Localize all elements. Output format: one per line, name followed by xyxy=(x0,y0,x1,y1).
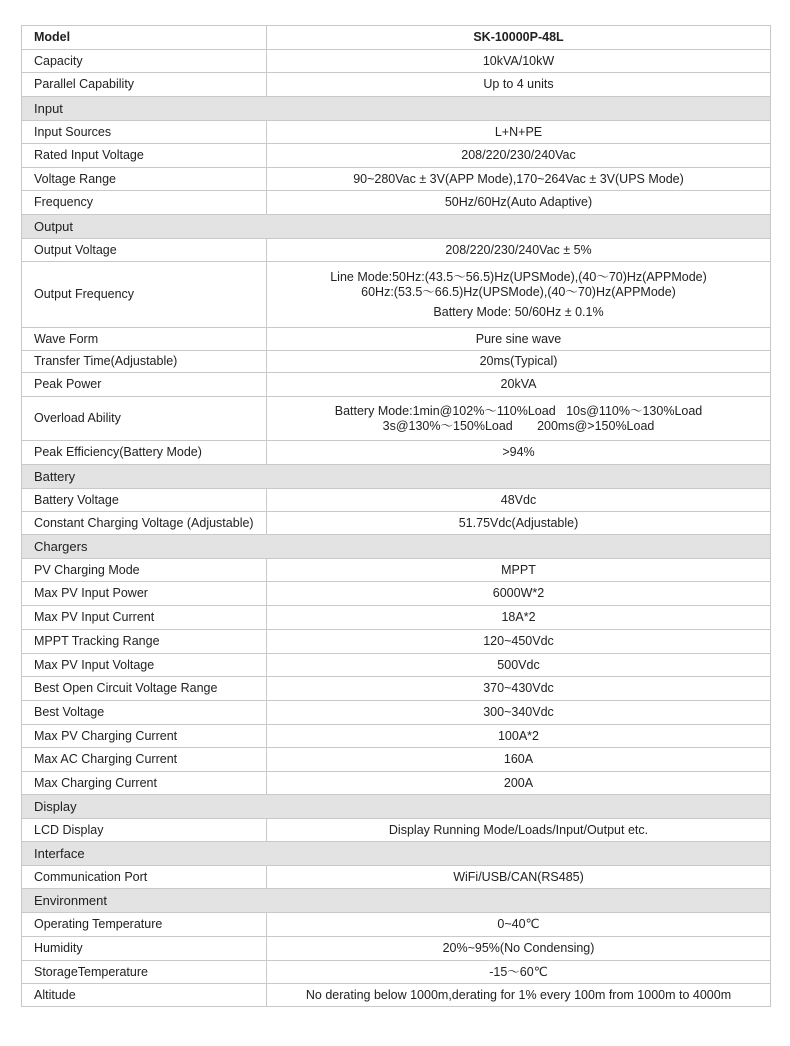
section-environment xyxy=(22,889,771,913)
spec-row-peak-power xyxy=(22,373,771,397)
spec-row-transfer-time-adjustable xyxy=(22,351,771,373)
spec-label: Input Sources xyxy=(22,121,267,144)
section-output xyxy=(22,215,771,239)
spec-value-line: 3s@130%～150%Load 200ms@>150%Load xyxy=(382,418,655,433)
spec-row-constant-charging-voltage-adjustable xyxy=(22,512,771,535)
spec-value: 50Hz/60Hz(Auto Adaptive) xyxy=(267,191,771,215)
spec-value: 208/220/230/240Vac xyxy=(267,144,771,168)
section-battery xyxy=(22,465,771,489)
section-display xyxy=(22,795,771,819)
spec-row-input-sources xyxy=(22,121,771,144)
spec-label: Voltage Range xyxy=(22,168,267,191)
spec-label: Max PV Input Current xyxy=(22,606,267,630)
spec-row-wave-form xyxy=(22,328,771,351)
section-input xyxy=(22,97,771,121)
spec-value xyxy=(267,397,771,441)
spec-value: WiFi/USB/CAN(RS485) xyxy=(267,866,771,889)
spec-label: Best Voltage xyxy=(22,701,267,725)
spec-value: >94% xyxy=(267,441,771,465)
spec-row-frequency xyxy=(22,191,771,215)
spec-label: Max PV Input Voltage xyxy=(22,654,267,677)
spec-value: 500Vdc xyxy=(267,654,771,677)
spec-value: 18A*2 xyxy=(267,606,771,630)
spec-value: MPPT xyxy=(267,559,771,582)
spec-value: 20kVA xyxy=(267,373,771,397)
spec-row-overload-ability xyxy=(22,397,771,441)
spec-table-body xyxy=(22,26,771,1007)
spec-label: Model xyxy=(22,26,267,50)
spec-value: Pure sine wave xyxy=(267,328,771,351)
spec-value: 120~450Vdc xyxy=(267,630,771,654)
spec-value: 90~280Vac ± 3V(APP Mode),170~264Vac ± 3V(UPS Mode) xyxy=(267,168,771,191)
spec-row-max-pv-input-current xyxy=(22,606,771,630)
section-title: Battery xyxy=(22,465,771,489)
spec-label: Output Voltage xyxy=(22,239,267,262)
spec-label: Max PV Charging Current xyxy=(22,725,267,748)
spec-value: 48Vdc xyxy=(267,489,771,512)
section-title: Environment xyxy=(22,889,771,913)
spec-row-mppt-tracking-range xyxy=(22,630,771,654)
spec-row-output-frequency xyxy=(22,262,771,328)
section-chargers xyxy=(22,535,771,559)
spec-label: Operating Temperature xyxy=(22,913,267,937)
spec-value: 51.75Vdc(Adjustable) xyxy=(267,512,771,535)
spec-label: Transfer Time(Adjustable) xyxy=(22,351,267,373)
spec-value: 100A*2 xyxy=(267,725,771,748)
spec-value: 300~340Vdc xyxy=(267,701,771,725)
spec-label: Max Charging Current xyxy=(22,772,267,795)
spec-label: Peak Efficiency(Battery Mode) xyxy=(22,441,267,465)
spec-value-line: Battery Mode: 50/60Hz ± 0.1% xyxy=(433,304,604,319)
spec-row-capacity xyxy=(22,50,771,73)
spec-row-max-pv-charging-current xyxy=(22,725,771,748)
spec-value: 370~430Vdc xyxy=(267,677,771,701)
spec-value: SK-10000P-48L xyxy=(267,26,771,50)
spec-label: StorageTemperature xyxy=(22,961,267,984)
spec-label: Battery Voltage xyxy=(22,489,267,512)
section-title: Chargers xyxy=(22,535,771,559)
spec-value: 20ms(Typical) xyxy=(267,351,771,373)
spec-label: Frequency xyxy=(22,191,267,215)
spec-row-max-ac-charging-current xyxy=(22,748,771,772)
spec-label: Parallel Capability xyxy=(22,73,267,97)
spec-value: -15～60℃ xyxy=(267,961,771,984)
spec-value: No derating below 1000m,derating for 1% every 100m from 1000m to 4000m xyxy=(267,984,771,1007)
section-title: Output xyxy=(22,215,771,239)
spec-row-model xyxy=(22,26,771,50)
spec-row-pv-charging-mode xyxy=(22,559,771,582)
spec-value: 200A xyxy=(267,772,771,795)
spec-label: Best Open Circuit Voltage Range xyxy=(22,677,267,701)
spec-value: 160A xyxy=(267,748,771,772)
spec-row-lcd-display xyxy=(22,819,771,842)
spec-label: Communication Port xyxy=(22,866,267,889)
spec-row-battery-voltage xyxy=(22,489,771,512)
spec-label: Rated Input Voltage xyxy=(22,144,267,168)
spec-value: 10kVA/10kW xyxy=(267,50,771,73)
spec-value xyxy=(267,262,771,328)
spec-value-line: Line Mode:50Hz:(43.5～56.5)Hz(UPSMode),(40～70)Hz(APPMode) xyxy=(330,269,707,284)
spec-label: Altitude xyxy=(22,984,267,1007)
spec-row-humidity xyxy=(22,937,771,961)
spec-label: PV Charging Mode xyxy=(22,559,267,582)
spec-value: Display Running Mode/Loads/Input/Output etc. xyxy=(267,819,771,842)
spec-label: Peak Power xyxy=(22,373,267,397)
spec-value-line: 60Hz:(53.5～66.5)Hz(UPSMode),(40～70)Hz(APPMode) xyxy=(361,284,676,299)
spec-label: Wave Form xyxy=(22,328,267,351)
spec-label: Constant Charging Voltage (Adjustable) xyxy=(22,512,267,535)
spec-row-voltage-range xyxy=(22,168,771,191)
spec-label: LCD Display xyxy=(22,819,267,842)
spec-label: Max PV Input Power xyxy=(22,582,267,606)
spec-label: MPPT Tracking Range xyxy=(22,630,267,654)
spec-label: Humidity xyxy=(22,937,267,961)
spec-row-parallel-capability xyxy=(22,73,771,97)
spec-row-max-pv-input-voltage xyxy=(22,654,771,677)
spec-value: 208/220/230/240Vac ± 5% xyxy=(267,239,771,262)
spec-row-altitude xyxy=(22,984,771,1007)
spec-row-peak-efficiency-battery-mode xyxy=(22,441,771,465)
section-interface xyxy=(22,842,771,866)
spec-label: Overload Ability xyxy=(22,397,267,441)
spec-table xyxy=(21,25,771,1007)
spec-value: L+N+PE xyxy=(267,121,771,144)
spec-value: 20%~95%(No Condensing) xyxy=(267,937,771,961)
spec-label: Output Frequency xyxy=(22,262,267,328)
spec-row-output-voltage xyxy=(22,239,771,262)
spec-value: 0~40℃ xyxy=(267,913,771,937)
section-title: Input xyxy=(22,97,771,121)
section-title: Display xyxy=(22,795,771,819)
spec-value: 6000W*2 xyxy=(267,582,771,606)
spec-label: Capacity xyxy=(22,50,267,73)
spec-row-best-open-circuit-voltage-range xyxy=(22,677,771,701)
spec-row-max-pv-input-power xyxy=(22,582,771,606)
spec-row-rated-input-voltage xyxy=(22,144,771,168)
section-title: Interface xyxy=(22,842,771,866)
spec-row-max-charging-current xyxy=(22,772,771,795)
spec-label: Max AC Charging Current xyxy=(22,748,267,772)
spec-value: Up to 4 units xyxy=(267,73,771,97)
spec-row-storagetemperature xyxy=(22,961,771,984)
spec-row-communication-port xyxy=(22,866,771,889)
spec-row-best-voltage xyxy=(22,701,771,725)
spec-value-line: Battery Mode:1min@102%～110%Load 10s@110%～130%Load xyxy=(334,403,703,418)
spec-row-operating-temperature xyxy=(22,913,771,937)
